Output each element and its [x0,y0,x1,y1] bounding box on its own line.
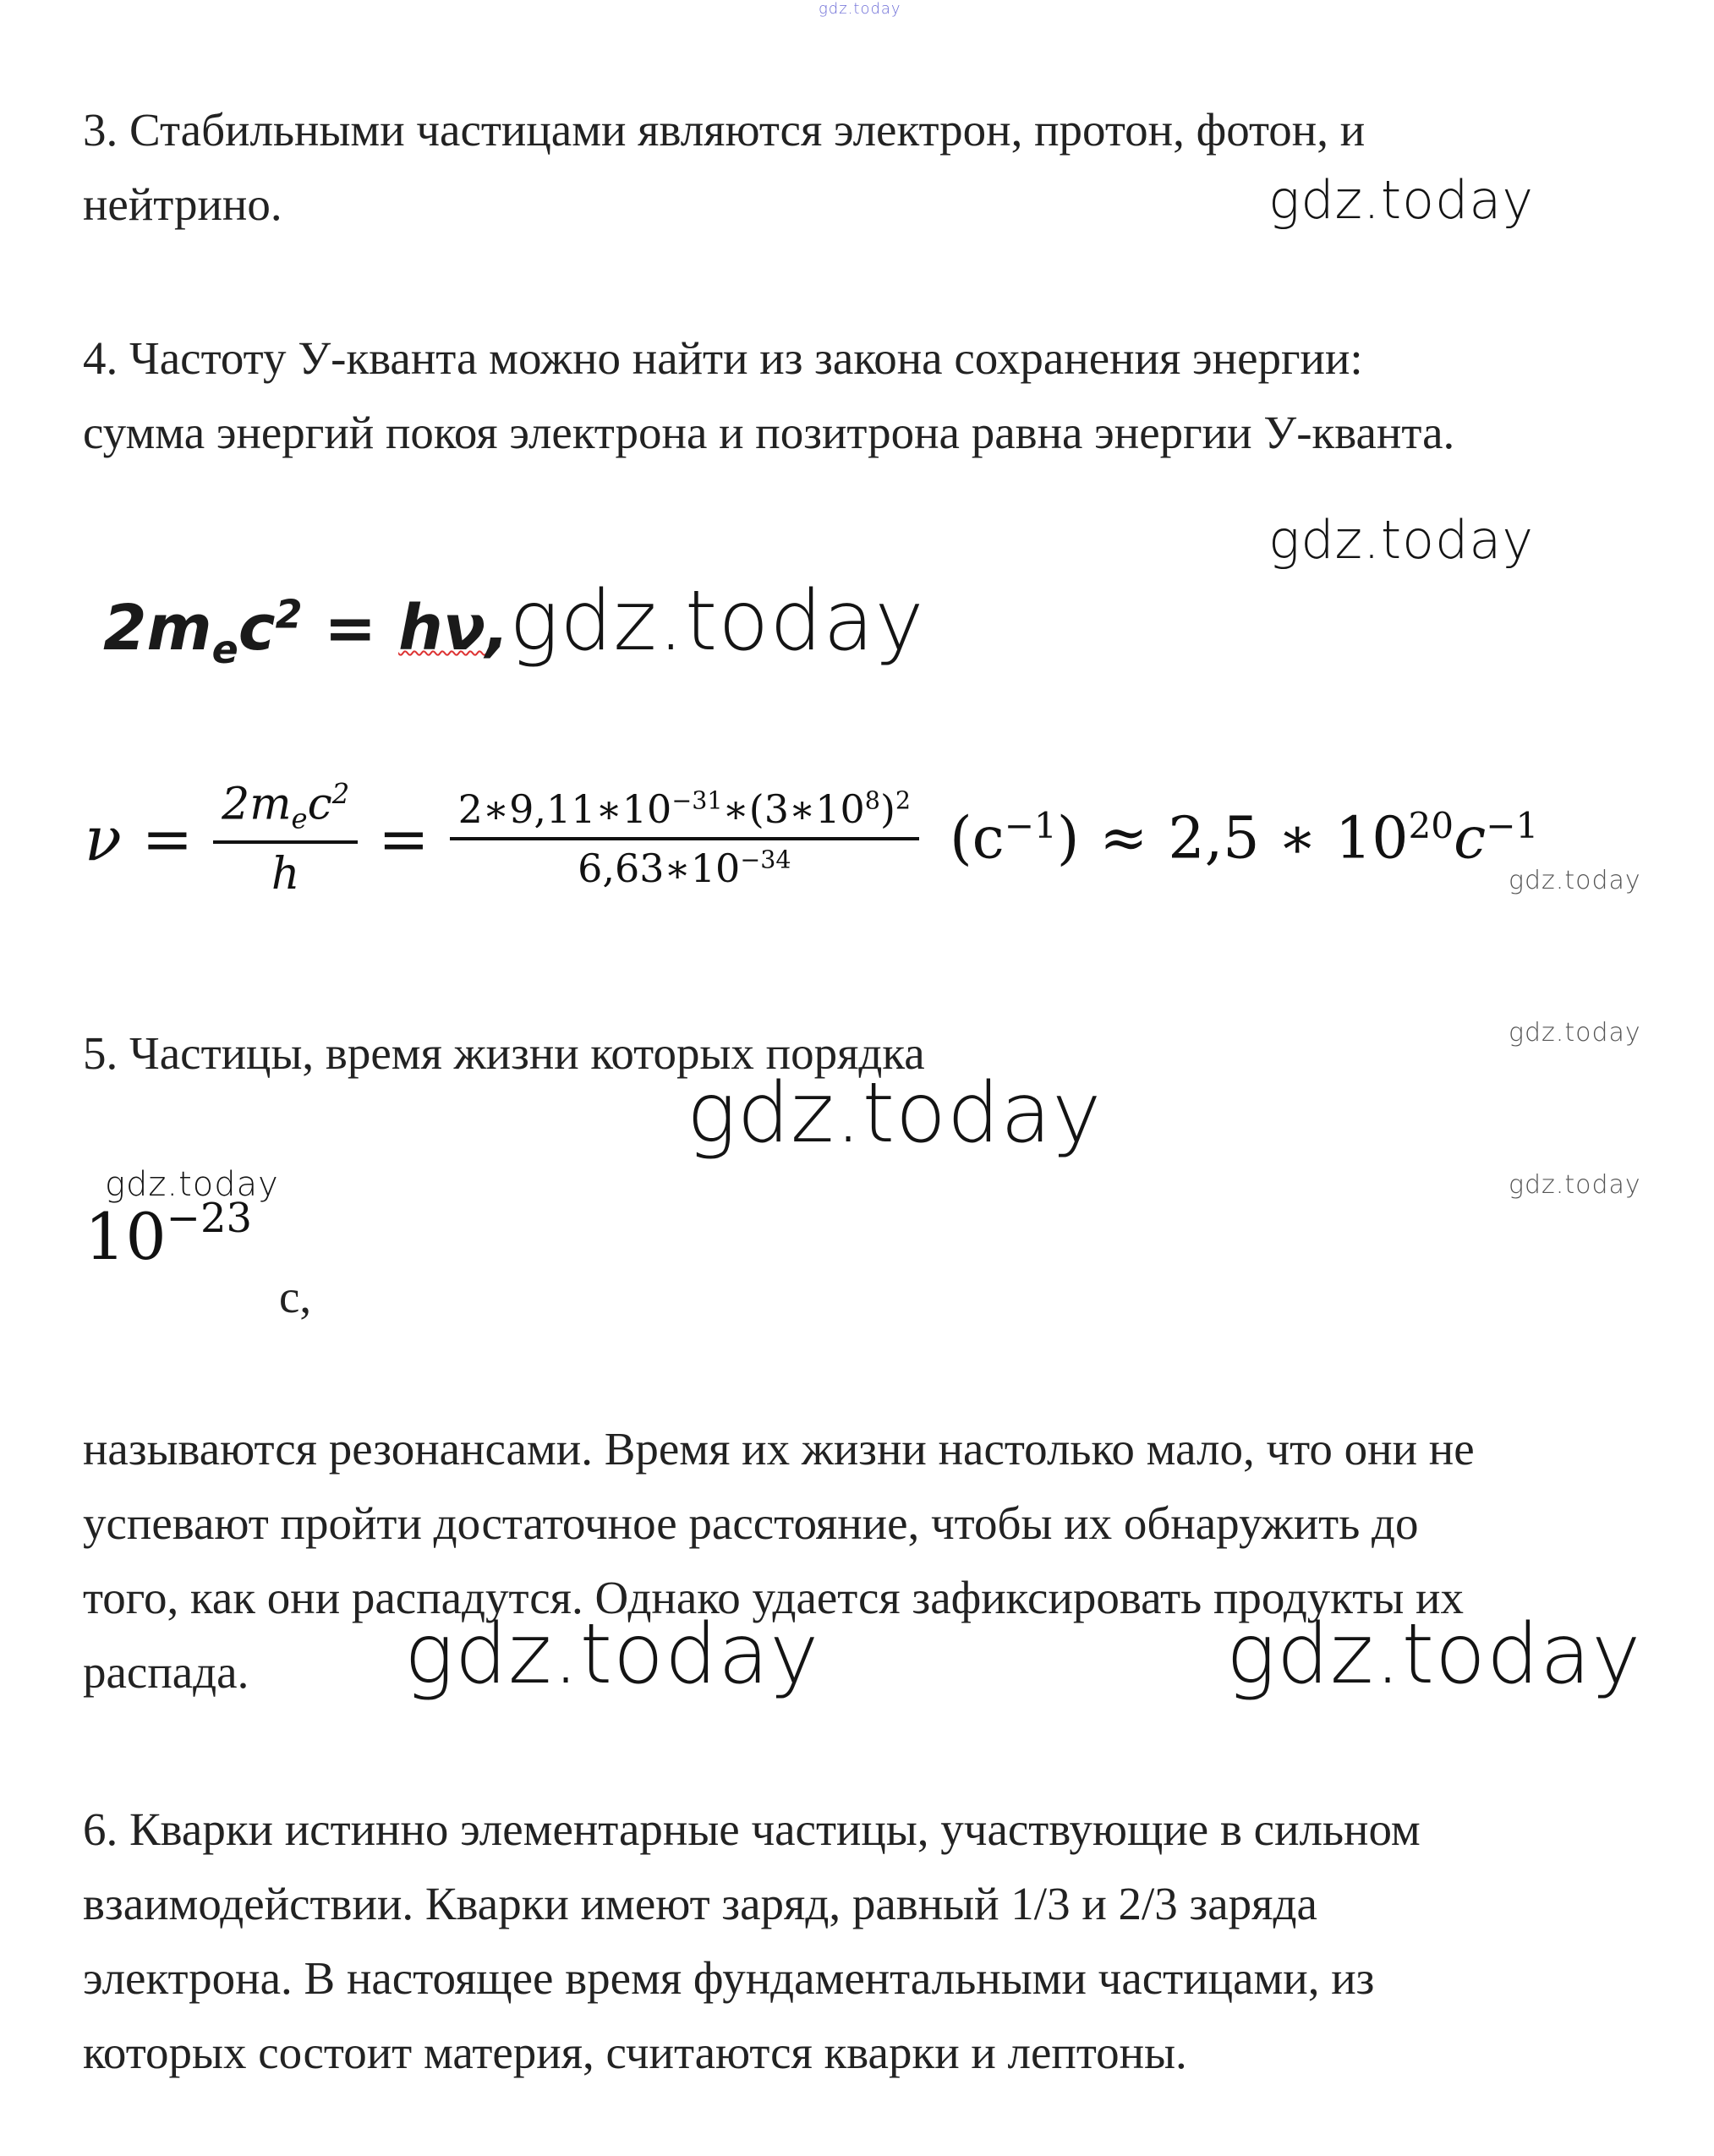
eq2-frac1-num-sub: e [291,802,308,835]
eq2-fraction-2 [450,786,920,891]
paragraph-5-line-5: распада. [83,1646,249,1698]
watermark: gdz.today [105,1165,279,1204]
frequency-equation [85,778,1538,900]
eq2-frac1-numerator [213,778,358,844]
eq2-unit-close: ) [1056,805,1080,873]
eq1-sub: e [211,626,238,672]
watermark-top: gdz.today [819,0,901,18]
paragraph-4-line-1: 4. Частоту У-кванта можно найти из закона сохранения энергии: [83,332,1363,384]
eq2-frac2-numerator [450,786,920,840]
lifetime-exponent: −23 [166,1194,253,1242]
energy-equation [103,573,925,672]
paragraph-3-line-1: 3. Стабильными частицами являются электрон, протон, фотон, и [83,104,1366,156]
paragraph-4-line-2: сумма энергий покоя электрона и позитрона равна энергии У-кванта. [83,407,1455,458]
watermark: gdz.today [1268,169,1535,231]
paragraph-6-line-2: взаимодействии. Кварки имеют заряд, равный 1/3 и 2/3 заряда [83,1878,1317,1929]
watermark: gdz.today [1509,1170,1641,1200]
eq2-frac2-num-exp2: 8 [864,786,880,815]
eq2-frac1-num-text: 2m [222,779,292,830]
eq2-result-exp: 20 [1408,805,1454,847]
lifetime-base: 10 [85,1199,167,1274]
eq2-unit [950,805,1079,873]
eq2-frac1-num-c: c [307,779,332,830]
paragraph-6-line-1: 6. Кварки истинно элементарные частицы, участвующие в сильном [83,1803,1421,1855]
eq2-nu: ν [85,802,122,874]
eq1-coef: 2m [103,592,212,665]
lifetime-value [85,1194,253,1274]
eq2-frac2-denominator [450,840,920,891]
paragraph-5-line-2: называются резонансами. Время их жизни настолько мало, что они не [83,1423,1475,1475]
eq2-fraction-1 [213,778,358,900]
eq1-sup: 2 [275,591,303,637]
watermark: gdz.today [687,1065,1103,1162]
eq2-result-unit-exp: −1 [1486,805,1539,847]
eq2-frac2-den-a: 6,63∗10 [578,845,741,891]
eq2-frac2-den-exp: −34 [740,845,791,874]
eq2-frac2-num-b: ∗(3∗10 [722,785,865,832]
eq1-c: c [238,592,276,665]
eq1-rhs: hν [398,592,486,665]
watermark: gdz.today [1509,866,1641,895]
paragraph-3-line-2: нейтрино. [83,178,282,230]
eq1-comma: , [485,592,510,665]
eq1-equals: = [302,592,399,665]
eq2-frac2-num-exp3: 2 [895,786,912,815]
watermark: gdz.today [509,573,925,670]
watermark: gdz.today [404,1606,820,1703]
paragraph-5-line-4: того, как они распадутся. Однако удается зафиксировать продукты их [83,1572,1464,1623]
eq2-frac2-num-exp1: −31 [671,786,723,815]
watermark: gdz.today [1268,509,1535,571]
eq2-equals-1: = [141,802,194,874]
eq2-frac2-num-c: ) [879,785,895,832]
eq2-unit-open: (c [950,805,1005,873]
lifetime-unit: с, [279,1271,312,1322]
eq2-frac2-num-a: 2∗9,11∗10 [457,785,672,832]
eq2-approx: ≈ [1099,805,1148,873]
eq2-result-unit: c [1454,805,1487,873]
paragraph-6-line-4: которых состоит материя, считаются кварки и лептоны. [83,2027,1187,2078]
eq2-frac1-denominator: h [271,848,300,900]
eq2-result [1168,805,1538,873]
paragraph-6-line-3: электрона. В настоящее время фундаментальными частицами, из [83,1952,1375,2004]
paragraph-5-line-3: успевают пройти достаточное расстояние, чтобы их обнаружить до [83,1497,1419,1549]
watermark: gdz.today [1509,1018,1641,1048]
eq2-frac1-num-sup: 2 [331,778,350,810]
eq2-equals-2: = [378,802,430,874]
watermark: gdz.today [1226,1606,1642,1703]
eq2-result-value: 2,5 ∗ 10 [1168,805,1409,873]
eq2-unit-exp: −1 [1004,805,1057,847]
paragraph-5-line-1: 5. Частицы, время жизни которых порядка [83,1027,925,1079]
